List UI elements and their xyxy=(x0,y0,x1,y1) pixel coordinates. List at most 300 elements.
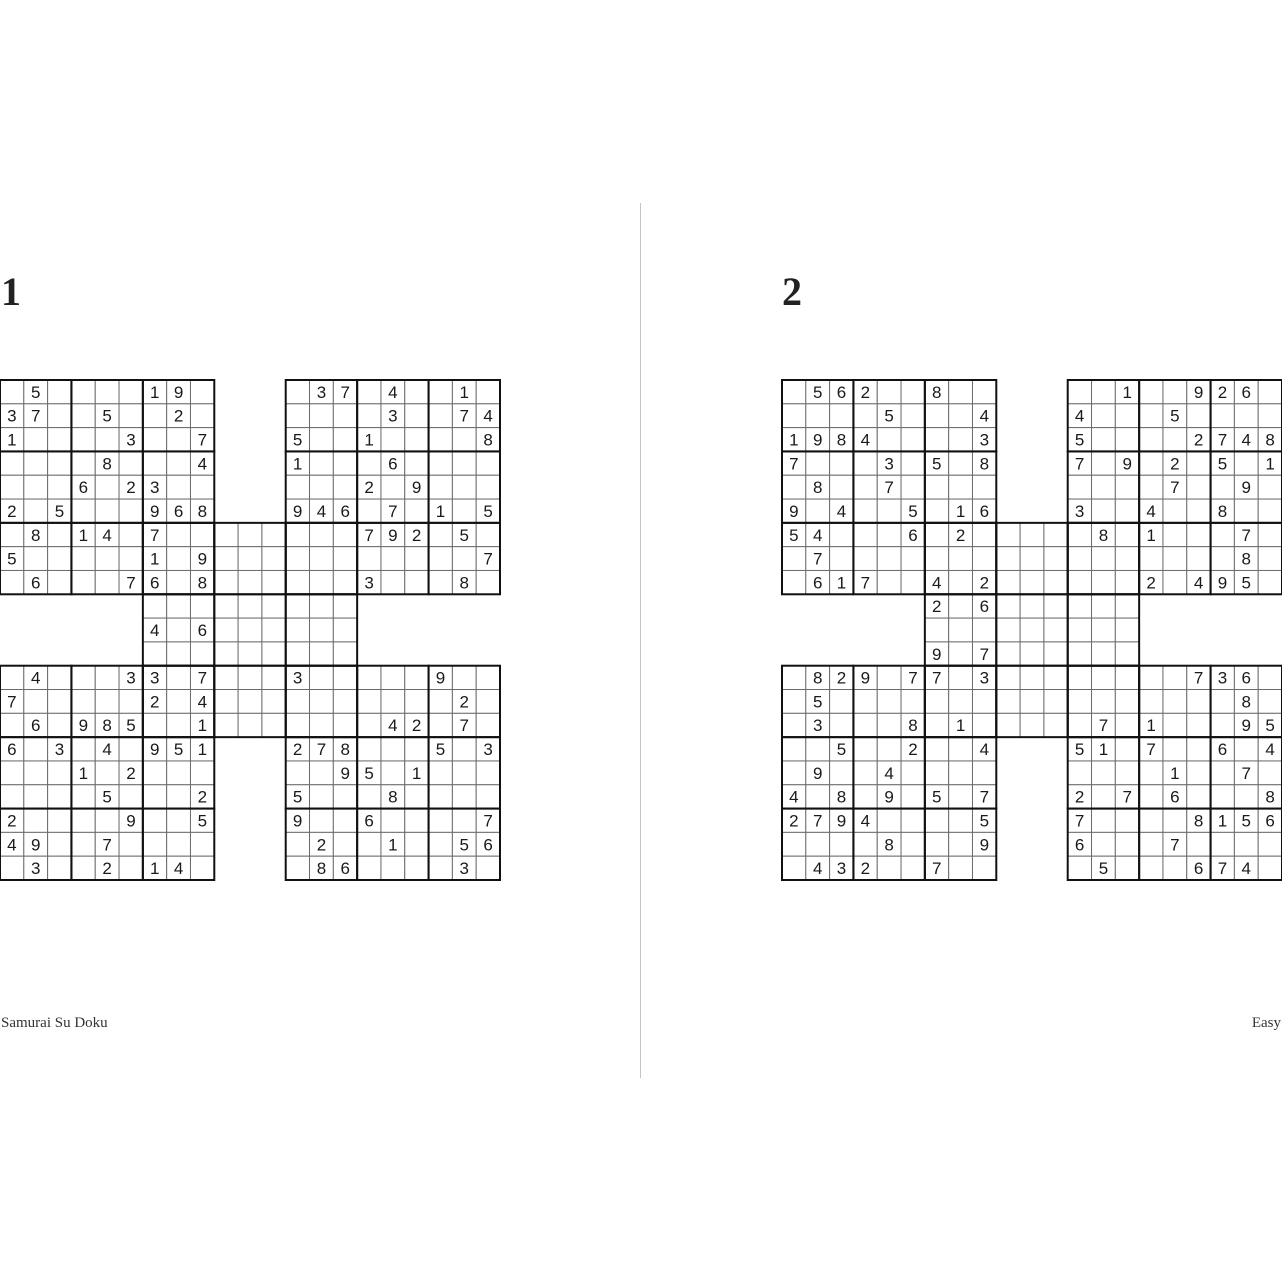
sudoku-cell xyxy=(24,737,48,761)
sudoku-cell xyxy=(310,761,334,785)
sudoku-cell xyxy=(1163,690,1187,714)
given-digit: 4 xyxy=(979,740,990,760)
sudoku-cell xyxy=(853,451,877,475)
sudoku-cell xyxy=(972,690,996,714)
sudoku-cell xyxy=(1187,737,1211,761)
sudoku-cell xyxy=(1211,547,1235,571)
sudoku-cell xyxy=(286,618,310,642)
sudoku-cell xyxy=(190,594,214,618)
given-digit: 8 xyxy=(30,525,41,545)
sudoku-cell xyxy=(167,547,191,571)
sudoku-cell xyxy=(357,832,381,856)
sudoku-cell xyxy=(190,761,214,785)
sudoku-cell xyxy=(286,404,310,428)
sudoku-cell xyxy=(262,642,286,666)
sudoku-cell xyxy=(71,570,95,594)
given-digit: 8 xyxy=(1193,811,1204,831)
sudoku-cell xyxy=(405,547,429,571)
sudoku-cell xyxy=(24,499,48,523)
sudoku-cell xyxy=(972,380,996,404)
given-digit: 8 xyxy=(908,716,918,736)
sudoku-cell xyxy=(310,404,334,428)
sudoku-cell xyxy=(0,380,24,404)
sudoku-cell xyxy=(1139,547,1163,571)
sudoku-cell xyxy=(1068,856,1092,880)
sudoku-cell xyxy=(996,618,1020,642)
sudoku-cell xyxy=(1092,832,1116,856)
given-digit: 1 xyxy=(197,740,208,760)
given-digit: 4 xyxy=(102,525,112,545)
sudoku-cell xyxy=(48,404,72,428)
sudoku-cell xyxy=(238,713,262,737)
given-digit: 8 xyxy=(1265,787,1275,807)
sudoku-cell xyxy=(71,785,95,809)
given-digit: 5 xyxy=(932,787,942,807)
given-digit: 4 xyxy=(812,525,823,545)
sudoku-cell xyxy=(949,642,973,666)
sudoku-cell xyxy=(1068,690,1092,714)
sudoku-cell xyxy=(1092,570,1116,594)
sudoku-cell xyxy=(190,832,214,856)
sudoku-cell xyxy=(1092,547,1116,571)
given-digit: 4 xyxy=(7,835,17,855)
sudoku-cell xyxy=(95,499,119,523)
sudoku-cell xyxy=(925,499,949,523)
sudoku-cell xyxy=(830,690,854,714)
sudoku-cell xyxy=(167,690,191,714)
given-digit: 9 xyxy=(173,382,184,402)
sudoku-cell xyxy=(452,499,476,523)
given-digit: 6 xyxy=(836,382,847,402)
sudoku-cell xyxy=(357,690,381,714)
sudoku-cell xyxy=(1163,809,1187,833)
given-digit: 3 xyxy=(150,478,160,498)
given-digit: 1 xyxy=(1146,525,1156,545)
sudoku-cell xyxy=(167,666,191,690)
sudoku-cell xyxy=(310,594,334,618)
sudoku-cell xyxy=(830,713,854,737)
sudoku-cell xyxy=(405,570,429,594)
sudoku-cell xyxy=(262,713,286,737)
sudoku-cell xyxy=(925,737,949,761)
sudoku-cell xyxy=(167,570,191,594)
sudoku-cell xyxy=(357,547,381,571)
given-digit: 4 xyxy=(316,501,327,521)
given-digit: 6 xyxy=(1170,787,1180,807)
sudoku-cell xyxy=(925,547,949,571)
given-digit: 3 xyxy=(884,454,894,474)
given-digit: 7 xyxy=(1170,478,1180,498)
sudoku-cell xyxy=(1211,761,1235,785)
given-digit: 7 xyxy=(1074,454,1085,474)
sudoku-cell xyxy=(48,523,72,547)
given-digit: 8 xyxy=(459,573,470,593)
given-digit: 7 xyxy=(1241,525,1252,545)
given-digit: 1 xyxy=(955,716,966,736)
sudoku-cell xyxy=(452,428,476,452)
given-digit: 2 xyxy=(126,478,136,498)
sudoku-cell xyxy=(71,666,95,690)
given-digit: 4 xyxy=(1241,430,1252,450)
sudoku-cell xyxy=(48,856,72,880)
sudoku-cell xyxy=(1044,642,1068,666)
sudoku-cell xyxy=(262,594,286,618)
sudoku-cell xyxy=(48,475,72,499)
sudoku-cell xyxy=(782,832,806,856)
sudoku-cell xyxy=(1139,690,1163,714)
given-digit: 2 xyxy=(197,787,208,807)
sudoku-cell xyxy=(48,428,72,452)
given-digit: 3 xyxy=(292,668,303,688)
sudoku-cell xyxy=(333,618,357,642)
sudoku-cell xyxy=(405,690,429,714)
given-digit: 7 xyxy=(932,668,942,688)
sudoku-cell xyxy=(1163,428,1187,452)
sudoku-cell xyxy=(1068,570,1092,594)
given-digit: 9 xyxy=(1193,382,1204,402)
sudoku-cell xyxy=(71,832,95,856)
sudoku-cell xyxy=(949,832,973,856)
sudoku-cell xyxy=(1211,713,1235,737)
sudoku-cell xyxy=(167,642,191,666)
sudoku-cell xyxy=(381,428,405,452)
sudoku-cell xyxy=(190,523,214,547)
given-digit: 5 xyxy=(932,454,942,474)
sudoku-cell xyxy=(381,761,405,785)
sudoku-cell xyxy=(143,761,167,785)
given-digit: 2 xyxy=(789,811,799,831)
given-digit: 5 xyxy=(1217,454,1228,474)
sudoku-cell xyxy=(1258,380,1282,404)
given-digit: 8 xyxy=(197,573,208,593)
sudoku-cell xyxy=(95,380,119,404)
given-digit: 1 xyxy=(836,573,847,593)
sudoku-cell xyxy=(1092,594,1116,618)
sudoku-cell xyxy=(119,523,143,547)
sudoku-cell xyxy=(167,618,191,642)
sudoku-cell xyxy=(286,523,310,547)
sudoku-cell xyxy=(95,475,119,499)
given-digit: 6 xyxy=(1217,740,1228,760)
sudoku-cell xyxy=(1092,666,1116,690)
given-digit: 6 xyxy=(1074,835,1085,855)
sudoku-cell xyxy=(877,570,901,594)
sudoku-cell xyxy=(1115,428,1139,452)
sudoku-cell xyxy=(901,475,925,499)
sudoku-cell xyxy=(95,761,119,785)
sudoku-cell xyxy=(310,618,334,642)
given-digit: 3 xyxy=(836,859,847,879)
given-digit: 1 xyxy=(1170,763,1180,783)
sudoku-cell xyxy=(782,737,806,761)
sudoku-cell xyxy=(357,713,381,737)
sudoku-cell xyxy=(1092,428,1116,452)
given-digit: 9 xyxy=(388,525,398,545)
sudoku-cell xyxy=(1115,642,1139,666)
given-digit: 7 xyxy=(932,859,942,879)
sudoku-cell xyxy=(381,737,405,761)
sudoku-cell xyxy=(1068,713,1092,737)
sudoku-cell xyxy=(286,547,310,571)
given-digit: 4 xyxy=(30,668,41,688)
sudoku-cell xyxy=(1115,809,1139,833)
sudoku-cell xyxy=(949,594,973,618)
sudoku-cell xyxy=(476,856,500,880)
sudoku-cell xyxy=(48,380,72,404)
sudoku-cell xyxy=(1020,690,1044,714)
given-digit: 7 xyxy=(1074,811,1085,831)
sudoku-cell xyxy=(286,713,310,737)
sudoku-cell xyxy=(167,451,191,475)
given-digit: 9 xyxy=(979,835,990,855)
right-page xyxy=(641,0,1282,1282)
given-digit: 1 xyxy=(78,763,89,783)
given-digit: 7 xyxy=(812,549,823,569)
given-digit: 3 xyxy=(1217,668,1228,688)
sudoku-cell xyxy=(1211,690,1235,714)
sudoku-cell xyxy=(1092,642,1116,666)
sudoku-cell xyxy=(1044,570,1068,594)
given-digit: 9 xyxy=(411,478,422,498)
sudoku-cell xyxy=(286,380,310,404)
given-digit: 1 xyxy=(150,859,160,879)
sudoku-cell xyxy=(429,761,453,785)
given-digit: 4 xyxy=(860,430,871,450)
sudoku-cell xyxy=(167,594,191,618)
sudoku-cell xyxy=(1044,523,1068,547)
sudoku-cell xyxy=(949,428,973,452)
sudoku-cell xyxy=(1187,713,1211,737)
sudoku-cell xyxy=(949,570,973,594)
given-digit: 8 xyxy=(932,382,942,402)
sudoku-cell xyxy=(310,809,334,833)
sudoku-cell xyxy=(901,380,925,404)
given-digit: 7 xyxy=(459,716,470,736)
sudoku-cell xyxy=(1115,499,1139,523)
sudoku-cell xyxy=(877,666,901,690)
sudoku-cell xyxy=(1187,690,1211,714)
sudoku-cell xyxy=(830,475,854,499)
given-digit: 7 xyxy=(979,644,990,664)
given-digit: 3 xyxy=(126,430,136,450)
given-digit: 7 xyxy=(1122,787,1132,807)
sudoku-cell xyxy=(925,404,949,428)
given-digit: 4 xyxy=(1146,501,1156,521)
given-digit: 6 xyxy=(340,859,350,879)
sudoku-cell xyxy=(71,380,95,404)
sudoku-cell xyxy=(214,713,238,737)
sudoku-cell xyxy=(190,404,214,428)
sudoku-cell xyxy=(1044,690,1068,714)
given-digit: 4 xyxy=(197,692,208,712)
sudoku-cell xyxy=(949,737,973,761)
sudoku-cell xyxy=(71,428,95,452)
given-digit: 5 xyxy=(126,716,136,736)
given-digit: 9 xyxy=(860,668,871,688)
given-digit: 8 xyxy=(1098,525,1109,545)
given-digit: 1 xyxy=(435,501,446,521)
sudoku-cell xyxy=(1234,737,1258,761)
sudoku-cell xyxy=(1020,523,1044,547)
sudoku-cell xyxy=(1187,761,1211,785)
given-digit: 7 xyxy=(979,787,990,807)
given-digit: 7 xyxy=(197,430,208,450)
sudoku-cell xyxy=(262,666,286,690)
sudoku-cell xyxy=(1115,690,1139,714)
sudoku-cell xyxy=(286,761,310,785)
sudoku-cell xyxy=(119,404,143,428)
sudoku-cell xyxy=(333,666,357,690)
sudoku-cell xyxy=(1163,666,1187,690)
given-digit: 2 xyxy=(316,835,327,855)
given-digit: 9 xyxy=(292,811,303,831)
sudoku-cell xyxy=(853,690,877,714)
sudoku-cell xyxy=(452,785,476,809)
sudoku-cell xyxy=(405,785,429,809)
sudoku-cell xyxy=(949,475,973,499)
sudoku-cell xyxy=(782,547,806,571)
sudoku-cell xyxy=(1115,666,1139,690)
sudoku-cell xyxy=(972,761,996,785)
sudoku-cell xyxy=(1092,451,1116,475)
given-digit: 4 xyxy=(789,787,799,807)
given-digit: 3 xyxy=(316,382,327,402)
given-digit: 2 xyxy=(292,740,303,760)
sudoku-cell xyxy=(806,499,830,523)
sudoku-cell xyxy=(357,785,381,809)
sudoku-cell xyxy=(357,666,381,690)
sudoku-cell xyxy=(877,690,901,714)
sudoku-cell xyxy=(830,547,854,571)
sudoku-cell xyxy=(71,404,95,428)
sudoku-cell xyxy=(830,523,854,547)
given-digit: 9 xyxy=(1217,573,1228,593)
sudoku-cell xyxy=(806,451,830,475)
given-digit: 5 xyxy=(979,811,990,831)
sudoku-cell xyxy=(972,713,996,737)
sudoku-cell xyxy=(333,785,357,809)
given-digit: 7 xyxy=(1241,763,1252,783)
sudoku-cell xyxy=(853,761,877,785)
given-digit: 6 xyxy=(1193,859,1204,879)
sudoku-cell xyxy=(381,809,405,833)
sudoku-cell xyxy=(1092,690,1116,714)
sudoku-cell xyxy=(1187,547,1211,571)
given-digit: 9 xyxy=(150,501,160,521)
given-digit: 9 xyxy=(197,549,208,569)
given-digit: 7 xyxy=(316,740,327,760)
sudoku-cell xyxy=(429,475,453,499)
given-digit: 2 xyxy=(860,859,871,879)
sudoku-cell xyxy=(996,690,1020,714)
given-digit: 8 xyxy=(316,859,327,879)
sudoku-cell xyxy=(310,642,334,666)
sudoku-cell xyxy=(1258,404,1282,428)
sudoku-cell xyxy=(782,713,806,737)
sudoku-cell xyxy=(429,428,453,452)
sudoku-cell xyxy=(167,761,191,785)
given-digit: 4 xyxy=(836,501,847,521)
sudoku-cell xyxy=(1068,380,1092,404)
sudoku-cell xyxy=(143,451,167,475)
given-digit: 1 xyxy=(1122,382,1132,402)
sudoku-cell xyxy=(381,666,405,690)
given-digit: 6 xyxy=(388,454,398,474)
given-digit: 3 xyxy=(459,859,470,879)
sudoku-cell xyxy=(901,832,925,856)
sudoku-cell xyxy=(1163,499,1187,523)
sudoku-cell xyxy=(214,666,238,690)
given-digit: 5 xyxy=(1241,573,1252,593)
given-digit: 6 xyxy=(30,573,41,593)
sudoku-cell xyxy=(452,737,476,761)
given-digit: 6 xyxy=(150,573,160,593)
sudoku-cell xyxy=(1234,832,1258,856)
sudoku-cell xyxy=(1068,547,1092,571)
sudoku-cell xyxy=(333,451,357,475)
given-digit: 5 xyxy=(1074,740,1085,760)
sudoku-cell xyxy=(1139,404,1163,428)
sudoku-cell xyxy=(429,785,453,809)
sudoku-cell xyxy=(949,690,973,714)
sudoku-cell xyxy=(167,713,191,737)
given-digit: 7 xyxy=(340,382,350,402)
puzzle-number: 2 xyxy=(782,269,802,314)
sudoku-cell xyxy=(901,809,925,833)
sudoku-cell xyxy=(1115,832,1139,856)
given-digit: 6 xyxy=(340,501,350,521)
sudoku-cell xyxy=(949,666,973,690)
sudoku-cell xyxy=(24,428,48,452)
sudoku-cell xyxy=(0,451,24,475)
sudoku-cell xyxy=(238,547,262,571)
sudoku-cell xyxy=(1115,404,1139,428)
given-digit: 5 xyxy=(812,692,823,712)
given-digit: 4 xyxy=(812,859,823,879)
given-digit: 7 xyxy=(459,406,470,426)
given-digit: 6 xyxy=(173,501,184,521)
given-digit: 7 xyxy=(102,835,112,855)
given-digit: 2 xyxy=(7,501,17,521)
sudoku-cell xyxy=(71,856,95,880)
sudoku-cell xyxy=(949,404,973,428)
sudoku-cell xyxy=(1092,761,1116,785)
sudoku-cell xyxy=(1092,618,1116,642)
given-digit: 6 xyxy=(364,811,374,831)
given-digit: 2 xyxy=(836,668,847,688)
given-digit: 6 xyxy=(812,573,823,593)
sudoku-cell xyxy=(901,428,925,452)
given-digit: 7 xyxy=(1170,835,1180,855)
sudoku-cell xyxy=(1020,618,1044,642)
sudoku-cell xyxy=(1092,404,1116,428)
given-digit: 2 xyxy=(459,692,470,712)
sudoku-cell xyxy=(429,380,453,404)
sudoku-cell xyxy=(119,737,143,761)
sudoku-cell xyxy=(310,547,334,571)
sudoku-cell xyxy=(333,404,357,428)
sudoku-cell xyxy=(1163,737,1187,761)
given-digit: 5 xyxy=(292,430,303,450)
sudoku-cell xyxy=(1020,713,1044,737)
sudoku-cell xyxy=(1187,404,1211,428)
given-digit: 2 xyxy=(1193,430,1204,450)
given-digit: 2 xyxy=(411,525,422,545)
sudoku-cell xyxy=(925,761,949,785)
given-digit: 2 xyxy=(7,811,17,831)
sudoku-cell xyxy=(806,832,830,856)
sudoku-cell xyxy=(476,475,500,499)
